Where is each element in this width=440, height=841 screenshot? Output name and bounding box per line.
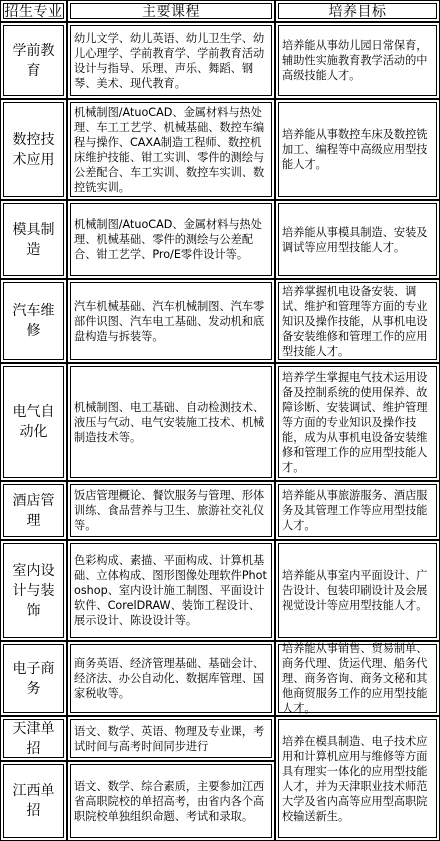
- goal-text: 培养能从事旅游服务、酒店服务及其管理工作等应用型技能人才。: [282, 489, 428, 532]
- major-cell: [0, 363, 67, 481]
- header-courses: 主要课程: [67, 0, 275, 22]
- goal-text: 培养掌握机电设备安装、调试、维护和管理等方面的专业知识及操作技能，从事机电设备安装维修和管理工作的应用型技能人才。: [282, 284, 428, 358]
- goal-cell: [275, 200, 440, 279]
- courses-cell: [67, 363, 275, 481]
- courses-text: 机械制图/AtuoCAD、金属材料与热处理、车工工艺学、机械基础、数控车编程与操作、CAXA制造工程师、数控机床维护技能、钳工实训、零件的测绘与公差配合、车工实训、数控车实训、数控铣实训。: [74, 105, 265, 194]
- courses-cell: [67, 279, 275, 363]
- major-name: 模具制造: [12, 221, 55, 258]
- goal-cell: [275, 279, 440, 363]
- courses-cell: [67, 641, 275, 716]
- courses-text: 汽车机械基础、汽车机械制图、汽车零部件识图、汽车电工基础、发动机和底盘构造与拆装等。: [74, 299, 265, 343]
- courses-text: 语文、数学、综合素质，主要参加江西省高职院校的单招高考，由省内各个高职院校单独组织命题、考试和录取。: [74, 779, 265, 823]
- header-row: [0, 0, 440, 22]
- goal-text: 培养能从事数控车床及数控铣加工、编程等中高级应用型技能人才。: [282, 128, 428, 171]
- goal-text: 培养能从事模具制造、安装及调试等应用型技能人才。: [282, 225, 428, 254]
- header-major: 招生专业: [0, 0, 67, 22]
- goal-text: 培养学生掌握电气技术运用设备及控制系统的使用保养、故障诊断、安装调试、维护管理等方面的专业知识及操作技能，成为从事机电设备安装维修和管理工作的应用型技能人才。: [282, 370, 428, 474]
- major-name: 电子商务: [12, 660, 55, 697]
- table-row: [0, 200, 440, 279]
- major-name: 汽车维修: [12, 303, 55, 339]
- major-cell: [0, 200, 67, 279]
- major-cell: [0, 481, 67, 540]
- courses-text: 色彩构成、素描、平面构成、计算机基础、立体构成、图形图像处理软件Photoshop、室内设计施工制图、平面设计软件、CorelDRAW、装饰工程设计、展示设计、陈设设计等。: [74, 554, 267, 627]
- major-name: 江西单招: [12, 783, 55, 819]
- courses-cell: [67, 22, 275, 99]
- major-name: 室内设计与装饰: [12, 562, 55, 619]
- goal-cell: [275, 641, 440, 716]
- goal-text: 培养能从事销售、贸易制单、商务代理、货运代理、船务代理、商务咨询、商务文秘和其他商贸服务工作的应用型技能人才。: [282, 642, 428, 715]
- goal-text: 培养能从事幼儿园日常保育，辅助性实施教育教学活动的中高级技能人才。: [282, 39, 428, 82]
- table-row: [0, 641, 440, 716]
- goal-cell: [275, 716, 440, 841]
- goal-text: 培养在模具制造、电子技术应用和计算机应用与维修等方面具有理实一体化的应用型技能人才，并为天津职业技术师范大学及省内高等应用型高职院校输送新生。: [282, 734, 428, 823]
- courses-text: 饭店管理概论、餐饮服务与管理、形体训练、食品营养与卫生、旅游社交礼仪等。: [74, 489, 265, 532]
- goal-cell: [275, 363, 440, 481]
- major-cell: [0, 22, 67, 99]
- courses-text: 机械制图、电工基础、自动检测技术、液压与气动、电气安装施工技术、机械制造技术等。: [74, 400, 265, 444]
- table-row: [0, 22, 440, 99]
- goal-cell: [275, 99, 440, 200]
- major-cell: [0, 99, 67, 200]
- major-cell: [0, 641, 67, 716]
- courses-text: 机械制图/AtuoCAD、金属材料与热处理、机械基础、零件的测绘与公差配合、钳工艺学、Pro/E零件设计等。: [74, 218, 262, 261]
- courses-cell: [67, 99, 275, 200]
- major-name: 学前教育: [12, 42, 55, 79]
- courses-text: 商务英语、经济管理基础、基础会计、经济法、办公自动化、数据库管理、国家税收等。: [74, 657, 265, 700]
- table-row: [0, 481, 440, 540]
- major-name: 天津单招: [12, 720, 55, 757]
- goal-text: 培养能从事室内平面设计、广告设计、包装印刷设计及会展视觉设计等应用型技能人才。: [282, 569, 428, 612]
- major-name: 电气自动化: [12, 404, 55, 440]
- goal-cell: [275, 481, 440, 540]
- table-row: [0, 363, 440, 481]
- major-cell: [0, 540, 67, 641]
- courses-cell: [67, 481, 275, 540]
- major-name: 酒店管理: [12, 492, 55, 529]
- courses-cell: [67, 540, 275, 641]
- table-row: [0, 540, 440, 641]
- table-row-merged-goal: [0, 716, 440, 841]
- major-cell: [0, 279, 67, 363]
- goal-cell: [275, 540, 440, 641]
- courses-text: 幼儿文学、幼儿英语、幼儿卫生学、幼儿心理学、学前教育学、学前教育活动设计与指导、乐理、声乐、舞蹈、钢琴、美术、现代教育。: [74, 31, 265, 90]
- header-goal: 培养目标: [275, 0, 440, 22]
- table-row: [0, 99, 440, 200]
- courses-cell: [67, 200, 275, 279]
- courses-text: 语文、数学、英语、物理及专业课，考试时间与高考时间同步进行: [74, 724, 265, 753]
- table-row: [0, 279, 440, 363]
- goal-cell: [275, 22, 440, 99]
- major-name: 数控技术应用: [12, 131, 55, 168]
